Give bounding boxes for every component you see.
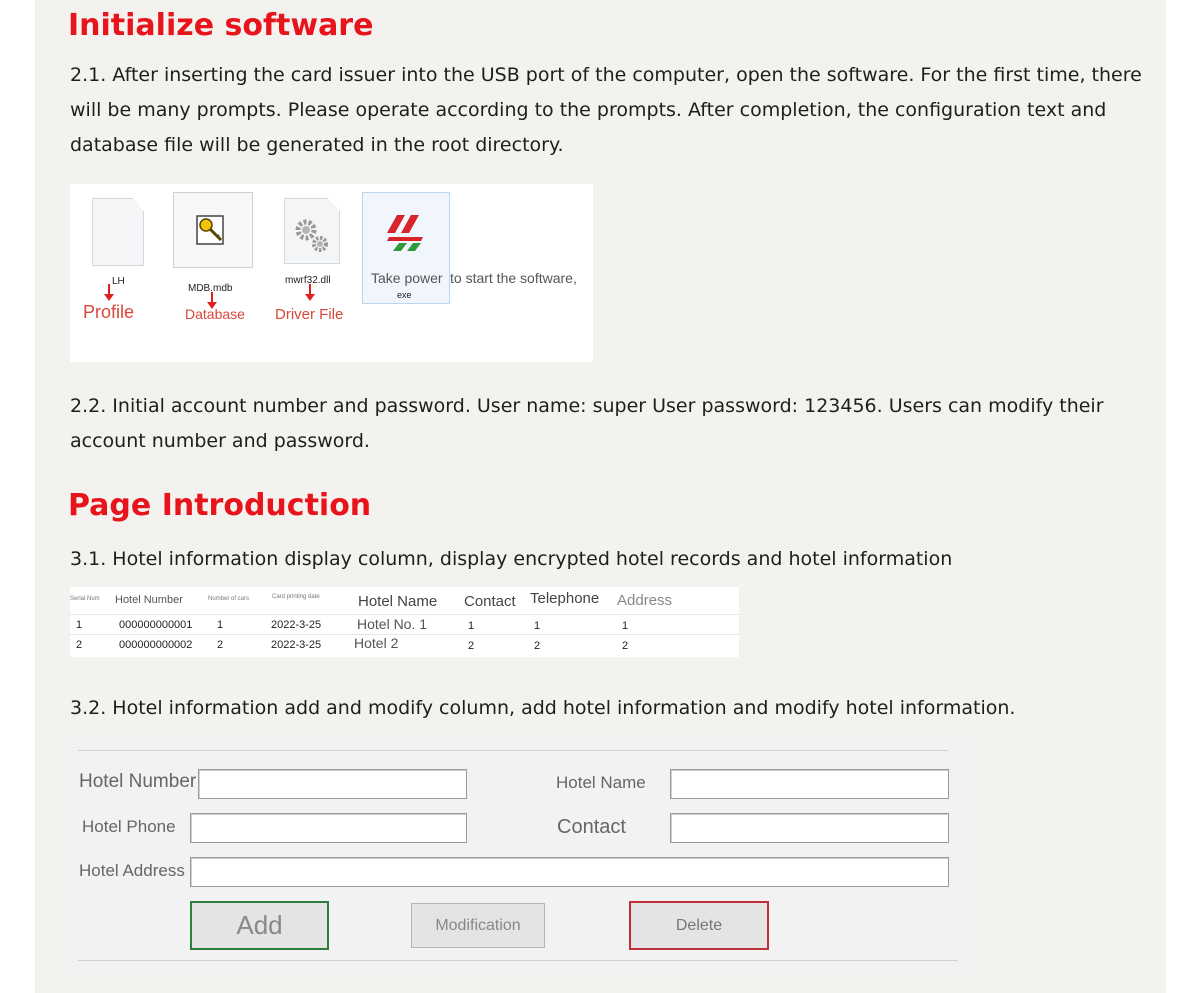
cell-serial: 1 [76, 619, 83, 631]
heading-page-introduction: Page Introduction [68, 488, 372, 523]
modification-button[interactable]: Modification [411, 903, 545, 948]
driver-file[interactable] [280, 198, 350, 308]
table-row[interactable] [70, 614, 739, 635]
paragraph-3-2: 3.2. Hotel information add and modify column, add hotel information and modify hotel information. [70, 697, 1016, 719]
hotel-info-form [68, 738, 977, 975]
cell-date: 2022-3-25 [271, 639, 322, 651]
cell-cards: 1 [217, 619, 224, 631]
header-cards: Number of cars [208, 596, 250, 602]
header-hotel-name: Hotel Name [358, 593, 438, 610]
gears-icon [292, 216, 332, 256]
contact-input[interactable] [670, 813, 949, 843]
hotel-number-input[interactable] [198, 769, 467, 799]
divider [78, 960, 958, 961]
hotel-name-label: Hotel Name [556, 773, 646, 792]
header-printing-date: Card printing date [272, 594, 320, 600]
profile-file[interactable] [88, 196, 148, 306]
hotel-address-label: Hotel Address [79, 861, 185, 880]
database-caption: Database [185, 306, 245, 322]
header-telephone: Telephone [530, 590, 600, 607]
document-icon [92, 198, 144, 266]
cell-address: 1 [622, 620, 629, 632]
software-exe-ext: exe [397, 290, 412, 300]
contact-label: Contact [557, 816, 626, 838]
hotel-phone-label: Hotel Phone [82, 817, 176, 836]
cell-serial: 2 [76, 639, 83, 651]
header-serial: Serial Num [70, 596, 100, 602]
arrow-down-icon [304, 284, 316, 302]
cell-contact: 1 [468, 620, 475, 632]
hotel-phone-input[interactable] [190, 813, 467, 843]
header-hotel-number: Hotel Number [115, 594, 183, 606]
database-file-name: MDB.mdb [188, 283, 233, 294]
hotel-name-input[interactable] [670, 769, 949, 799]
profile-file-name: LH [112, 276, 125, 287]
cell-address: 2 [622, 640, 629, 652]
heading-initialize-software: Initialize software [68, 8, 374, 43]
driver-caption: Driver File [275, 306, 344, 323]
delete-button[interactable]: Delete [629, 901, 769, 950]
profile-caption: Profile [83, 302, 135, 322]
arrow-down-icon [103, 284, 115, 302]
cell-hotel-number: 000000000001 [119, 619, 193, 631]
software-exe-name: Take power [371, 270, 443, 286]
cell-date: 2022-3-25 [271, 619, 322, 631]
file-icons-screenshot [70, 184, 593, 362]
software-caption: to start the software, [450, 270, 577, 286]
cell-hotel-name: Hotel 2 [354, 635, 399, 651]
cell-hotel-name: Hotel No. 1 [357, 616, 428, 632]
cell-hotel-number: 000000000002 [119, 639, 193, 651]
table-row[interactable] [70, 634, 739, 655]
key-icon [191, 210, 231, 250]
hotel-number-label: Hotel Number [79, 771, 197, 792]
software-exe-file[interactable] [362, 192, 450, 304]
app-logo-icon [385, 211, 427, 253]
cell-telephone: 2 [534, 640, 541, 652]
database-file[interactable] [173, 192, 253, 302]
driver-file-name: mwrf32.dll [285, 275, 331, 286]
divider [78, 750, 948, 751]
add-button[interactable]: Add [190, 901, 329, 950]
paragraph-3-1: 3.1. Hotel information display column, display encrypted hotel records and hotel information [70, 548, 953, 570]
header-contact: Contact [464, 593, 516, 610]
paragraph-2-2: 2.2. Initial account number and password. User name: super User password: 123456. Users can modify their account number and password. [70, 395, 1104, 452]
header-address: Address [617, 592, 673, 609]
cell-contact: 2 [468, 640, 475, 652]
cell-telephone: 1 [534, 620, 541, 632]
hotel-address-input[interactable] [190, 857, 949, 887]
hotel-info-table [70, 587, 739, 657]
paragraph-2-1: 2.1. After inserting the card issuer into the USB port of the computer, open the software. For the first time, there will be many prompts. Please operate according to the prompts. After completion, the configuration text and database file will be generated in the root directory. [70, 64, 1142, 156]
cell-cards: 2 [217, 639, 224, 651]
